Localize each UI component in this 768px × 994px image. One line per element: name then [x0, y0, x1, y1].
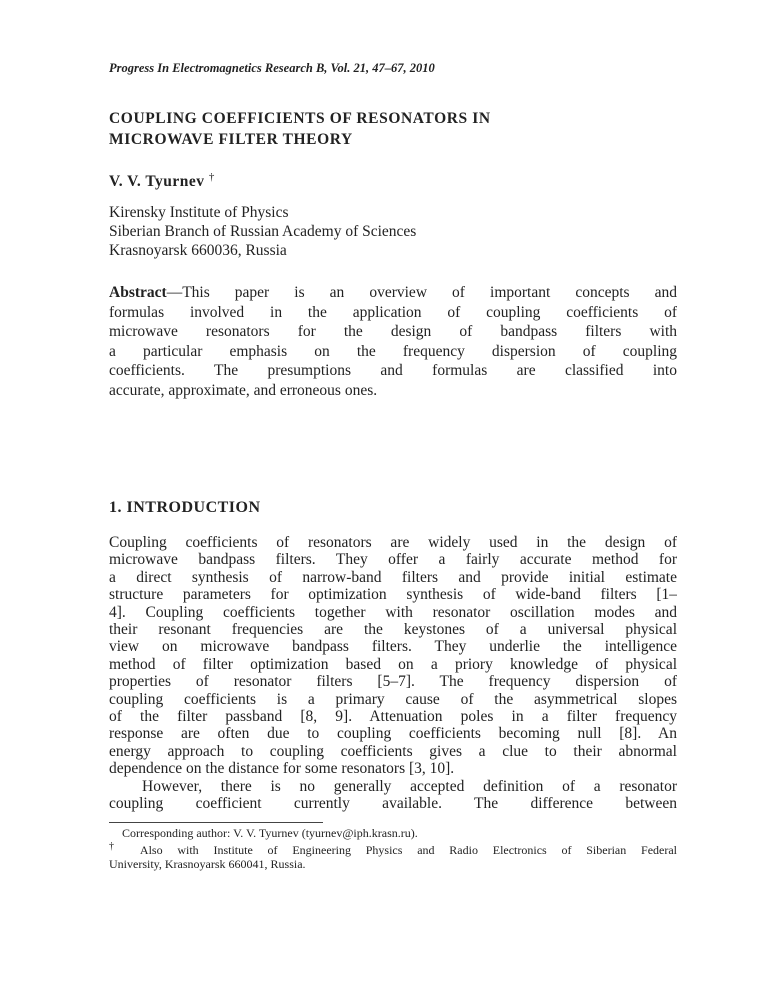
body-line: coupling coefficient currently available. The difference between [109, 795, 677, 813]
body-line: structure parameters for optimization synthesis of wide-band filters [1– [109, 586, 677, 604]
footnotes [109, 826, 677, 871]
body-line: properties of resonator filters [5–7]. The frequency dispersion of [109, 673, 677, 691]
body-line: microwave bandpass filters. They offer a fairly accurate method for [109, 551, 677, 569]
body-line: 4]. Coupling coefficients together with resonator oscillation modes and [109, 603, 677, 621]
body-line: response are often due to coupling coefficients becoming null [8]. An [109, 725, 677, 743]
title-line: COUPLING COEFFICIENTS OF RESONATORS IN [109, 110, 491, 127]
footnote-also: Also with Institute of Engineering Physics and Radio Electronics of Siberian Federal [139, 843, 677, 857]
paper-title [109, 108, 677, 150]
abstract-line: formulas involved in the application of coupling coefficients of [109, 303, 677, 321]
section-heading: 1. INTRODUCTION [109, 499, 261, 516]
body-line: energy approach to coupling coefficients gives a clue to their abnormal [109, 742, 677, 760]
abstract-line: coefficients. The presumptions and formulas are classified into [109, 362, 677, 379]
affiliation-line: Siberian Branch of Russian Academy of Sciences [109, 223, 417, 240]
author-name: V. V. Tyurnev [109, 173, 205, 191]
footnote-also: University, Krasnoyarsk 660041, Russia. [109, 857, 306, 871]
author [109, 168, 677, 191]
body-line: a direct synthesis of narrow-band filters and provide initial estimate [109, 568, 677, 586]
footnote-mark: † [109, 841, 126, 852]
body-line: view on microwave bandpass filters. They underlie the intelligence [109, 638, 677, 656]
author-mark: † [208, 171, 215, 183]
title-line: MICROWAVE FILTER THEORY [109, 131, 353, 148]
running-head: Progress In Electromagnetics Research B, Vol. 21, 47–67, 2010 [109, 61, 435, 75]
affiliation-line: Krasnoyarsk 660036, Russia [109, 242, 287, 259]
body-line: Coupling coefficients of resonators are widely used in the design of [109, 534, 677, 551]
footnote-rule [109, 822, 323, 823]
abstract-label: Abstract [109, 284, 167, 301]
body-line: coupling coefficients is a primary cause of the asymmetrical slopes [109, 690, 677, 708]
abstract-line: —This paper is an overview of important concepts and [166, 284, 677, 301]
abstract-line: microwave resonators for the design of bandpass filters with [109, 323, 677, 340]
body-line: of the filter passband [8, 9]. Attenuation poles in a filter frequency [109, 708, 677, 726]
footnote-corresponding: Corresponding author: V. V. Tyurnev (tyurnev@iph.krasn.ru). [122, 826, 418, 840]
abstract-line: accurate, approximate, and erroneous ones. [109, 381, 378, 399]
abstract-line: a particular emphasis on the frequency dispersion of coupling [109, 342, 677, 360]
affiliation-line: Kirensky Institute of Physics [109, 204, 289, 221]
body-line: method of filter optimization based on a priory knowledge of physical [109, 655, 677, 673]
body-line: However, there is no generally accepted definition of a resonator [142, 777, 677, 795]
affiliation [109, 203, 677, 260]
body-line: their resonant frequencies are the keystones of a universal physical [109, 621, 677, 639]
body-line: dependence on the distance for some resonators [3, 10]. [109, 760, 455, 778]
body-text [109, 534, 677, 813]
abstract [109, 283, 677, 400]
